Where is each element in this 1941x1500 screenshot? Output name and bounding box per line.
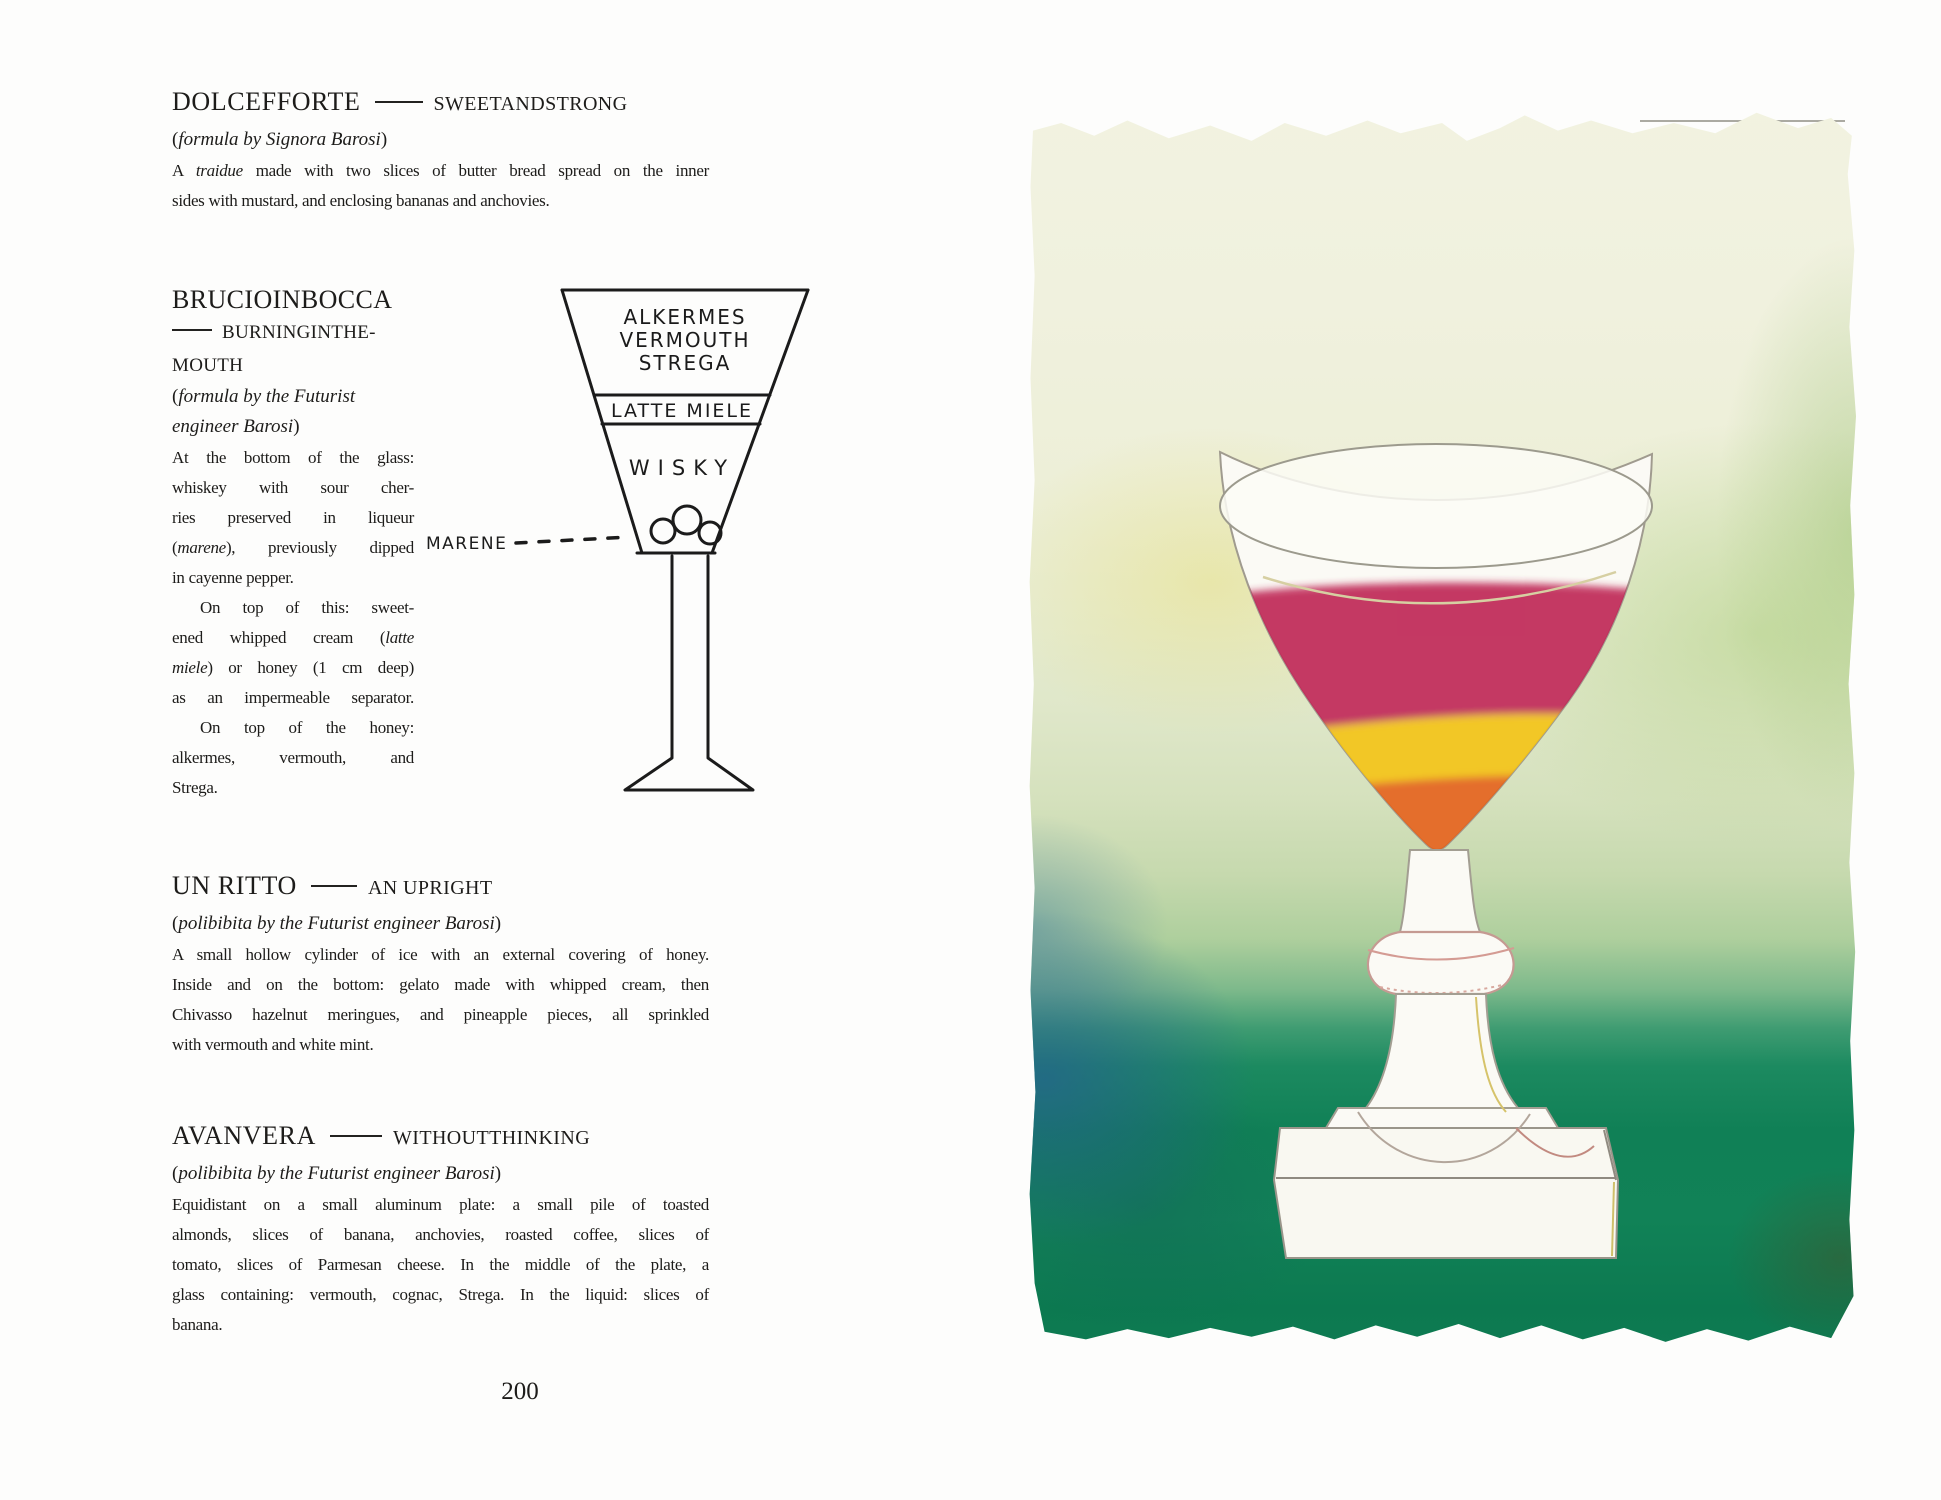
text-line: as an impermeable separator. (172, 688, 414, 707)
recipe-title: DOLCEFFORTE (172, 87, 361, 116)
text-line: On top of the honey: (200, 718, 414, 737)
recipe-title-row (172, 868, 709, 908)
recipe-body (172, 1190, 709, 1340)
text-line: engineer Barosi) (172, 416, 300, 437)
em-dash-rule (330, 1135, 382, 1137)
glass-stem (625, 556, 753, 790)
recipe-title-row (172, 84, 709, 124)
text-line: ened whipped cream (latte (172, 628, 414, 647)
text-line: miele) or honey (1 cm deep) (172, 658, 414, 677)
recipe-attribution: (polibibita by the Futurist engineer Barosi) (172, 913, 502, 934)
em-dash-rule (375, 101, 423, 103)
recipe-subtitle: WITHOUTTHINKING (392, 1127, 591, 1149)
layer-label-latte-miele: LATTE MIELE (610, 400, 754, 422)
text-line: A small hollow cylinder of ice with an external covering of honey. (172, 945, 709, 964)
goblet-rim (1220, 444, 1652, 568)
text-line: alkermes, vermouth, and (172, 748, 414, 767)
text-line: glass containing: vermouth, cognac, Strega. In the liquid: slices of (172, 1285, 709, 1304)
recipe-unritto (172, 868, 709, 1060)
page-number: 200 (501, 1378, 539, 1405)
recipe-body (172, 443, 414, 803)
recipe-brucioinbocca (172, 283, 414, 803)
text-line: (formula by the Futurist (172, 386, 356, 407)
text-line: in cayenne pepper. (172, 568, 294, 587)
recipe-attribution: (polibibita by the Futurist engineer Barosi) (172, 1163, 502, 1184)
text-line: Strega. (172, 778, 218, 797)
pedestal-base (1274, 1128, 1618, 1258)
recipe-subtitle: AN UPRIGHT (367, 877, 493, 899)
recipe-subtitle: SWEETANDSTRONG (433, 93, 628, 115)
layer-label-strega: STREGA (638, 351, 732, 375)
layer-label-wisky: WISKY (628, 456, 736, 480)
pointer-dashes (516, 537, 630, 543)
text-line: sides with mustard, and enclosing bananas and anchovies. (172, 191, 550, 210)
recipe-title: BRUCIOINBOCCA (172, 285, 393, 314)
em-dash-rule (311, 885, 357, 887)
text-line: ries preserved in liqueur (172, 508, 414, 527)
cherry (699, 522, 721, 544)
recipe-subtitle-part1: BURNINGINTHE- (222, 322, 376, 343)
recipe-avanvera (172, 1118, 709, 1340)
goblet-lower-stem (1366, 994, 1518, 1108)
goblet-artwork (1028, 72, 1856, 1347)
text-line: tomato, slices of Parmesan cheese. In the middle of the plate, a (172, 1255, 709, 1274)
goblet-neck (1400, 850, 1480, 932)
text-line: A traidue made with two slices of butter bread spread on the inner (172, 161, 709, 180)
watercolor-goblet-painting (1028, 72, 1856, 1347)
text-line: with vermouth and white mint. (172, 1035, 374, 1054)
text-line: Inside and on the bottom: gelato made with whipped cream, then (172, 975, 709, 994)
recipe-body (172, 156, 709, 216)
recipe-dolcefforte (172, 84, 709, 216)
goblet-knop (1368, 932, 1514, 994)
text-line: whiskey with sour cher- (172, 478, 414, 497)
cherry (673, 506, 701, 534)
recipe-body (172, 940, 709, 1060)
text-line: At the bottom of the glass: (172, 448, 414, 467)
text-line: banana. (172, 1315, 223, 1334)
recipe-attribution: (formula by Signora Barosi) (172, 129, 388, 150)
recipe-attribution (172, 382, 414, 442)
layer-label-vermouth: VERMOUTH (619, 328, 751, 352)
layer-label-alkermes: ALKERMES (623, 305, 747, 329)
em-dash-rule (172, 329, 212, 331)
pointer-label-marene: MARENE (426, 534, 508, 554)
text-line: Chivasso hazelnut meringues, and pineapple pieces, all sprinkled (172, 1005, 709, 1024)
text-line: almonds, slices of banana, anchovies, roasted coffee, slices of (172, 1225, 709, 1244)
text-line: (marene), previously dipped (172, 538, 414, 557)
recipe-title: AVANVERA (172, 1121, 316, 1150)
text-line: Equidistant on a small aluminum plate: a small pile of toasted (172, 1195, 709, 1214)
recipe-subtitle-part2: MOUTH (172, 355, 244, 376)
recipe-title: UN RITTO (172, 871, 297, 900)
recipe-title-row (172, 1118, 709, 1158)
text-line: On top of this: sweet- (200, 598, 414, 617)
recipe-subtitle-row (172, 316, 414, 350)
cocktail-glass-diagram (420, 240, 870, 820)
cherry (651, 519, 675, 543)
